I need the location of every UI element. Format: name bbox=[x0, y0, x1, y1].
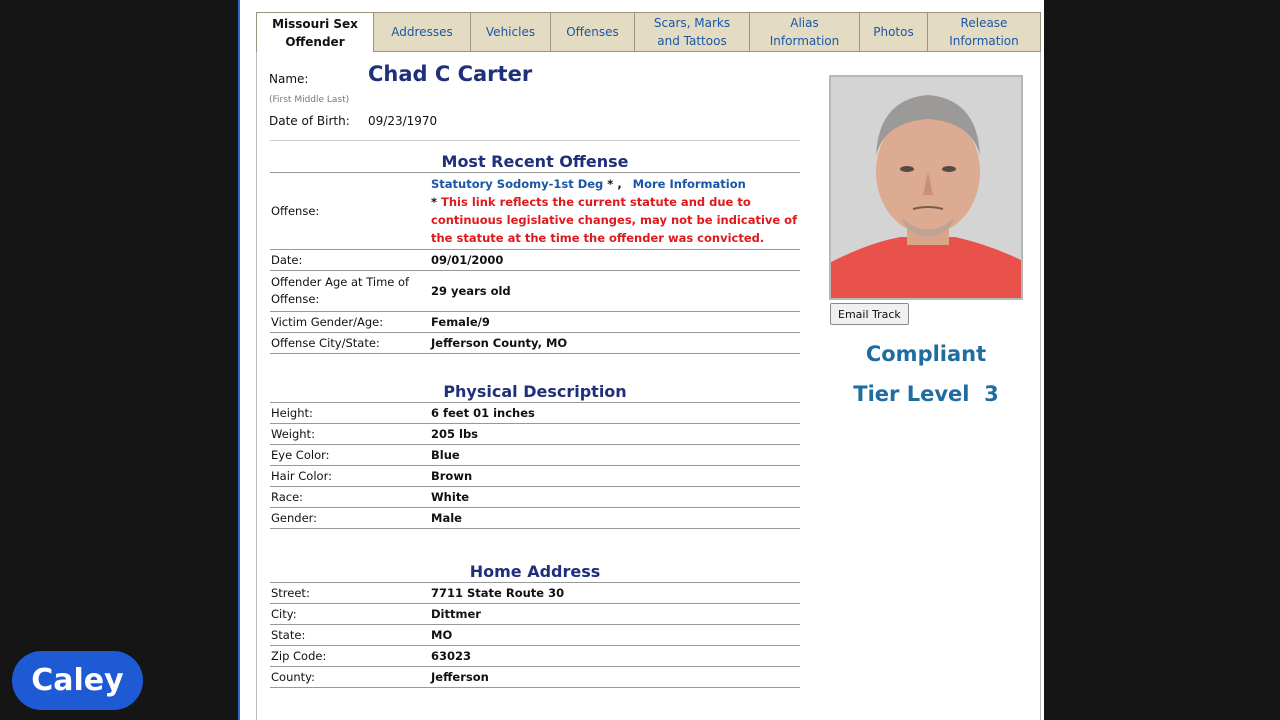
row-value: 63023 bbox=[430, 646, 800, 667]
table-row bbox=[270, 604, 800, 625]
table-row bbox=[270, 445, 800, 466]
tab-scars-marks-tattoos[interactable]: Scars, Marks and Tattoos bbox=[635, 12, 750, 52]
table-row bbox=[270, 583, 800, 604]
row-value: Jefferson bbox=[430, 667, 800, 688]
row-value: Jefferson County, MO bbox=[430, 333, 800, 354]
table-row bbox=[270, 508, 800, 529]
tab-vehicles[interactable]: Vehicles bbox=[471, 12, 551, 52]
row-value: 6 feet 01 inches bbox=[430, 403, 800, 424]
table-row bbox=[270, 403, 800, 424]
table-row bbox=[270, 424, 800, 445]
row-label: State: bbox=[270, 625, 430, 646]
tab-photos[interactable]: Photos bbox=[860, 12, 928, 52]
table-row bbox=[270, 487, 800, 508]
name-label: Name: bbox=[269, 72, 309, 86]
email-track-button[interactable]: Email Track bbox=[830, 303, 909, 325]
row-label: Victim Gender/Age: bbox=[270, 312, 430, 333]
caley-badge: Caley bbox=[12, 651, 143, 710]
table-row bbox=[270, 312, 800, 333]
tab-offenses[interactable]: Offenses bbox=[551, 12, 635, 52]
physical-table bbox=[270, 402, 800, 529]
row-label: Street: bbox=[270, 583, 430, 604]
compliance-status: Compliant bbox=[865, 342, 987, 366]
table-row bbox=[270, 466, 800, 487]
row-label: Race: bbox=[270, 487, 430, 508]
physical-section-title: Physical Description bbox=[443, 382, 627, 401]
table-row bbox=[270, 333, 800, 354]
offender-photo bbox=[829, 75, 1023, 300]
row-label: Hair Color: bbox=[270, 466, 430, 487]
offense-suffix: * , bbox=[603, 177, 622, 191]
row-value: Brown bbox=[430, 466, 800, 487]
offense-statute-link[interactable]: Statutory Sodomy-1st Deg bbox=[431, 177, 604, 191]
offender-page bbox=[238, 0, 1044, 720]
row-label: Offender Age at Time of Offense: bbox=[270, 271, 430, 312]
row-value: White bbox=[430, 487, 800, 508]
offender-name: Chad C Carter bbox=[368, 62, 533, 86]
row-label: County: bbox=[270, 667, 430, 688]
row-value: 7711 State Route 30 bbox=[430, 583, 800, 604]
row-label: City: bbox=[270, 604, 430, 625]
disclaimer-asterisk: * bbox=[431, 195, 438, 209]
dob-label: Date of Birth: bbox=[269, 114, 350, 128]
row-label: Offense City/State: bbox=[270, 333, 430, 354]
table-row bbox=[270, 625, 800, 646]
tab-release-information[interactable]: Release Information bbox=[928, 12, 1041, 52]
offense-section-title: Most Recent Offense bbox=[441, 152, 629, 171]
row-label: Weight: bbox=[270, 424, 430, 445]
header-divider bbox=[270, 140, 800, 141]
dob-value: 09/23/1970 bbox=[368, 114, 438, 128]
offense-table bbox=[270, 172, 800, 354]
row-value: 29 years old bbox=[430, 271, 800, 312]
row-label: Zip Code: bbox=[270, 646, 430, 667]
portrait-image bbox=[831, 77, 1023, 300]
name-hint: (First Middle Last) bbox=[269, 95, 350, 105]
table-row bbox=[270, 271, 800, 312]
row-value: MO bbox=[430, 625, 800, 646]
table-row bbox=[270, 667, 800, 688]
row-label: Gender: bbox=[270, 508, 430, 529]
table-row bbox=[270, 646, 800, 667]
table-row bbox=[270, 250, 800, 271]
row-value: 09/01/2000 bbox=[430, 250, 800, 271]
address-table bbox=[270, 582, 800, 688]
row-label: Eye Color: bbox=[270, 445, 430, 466]
row-label: Date: bbox=[270, 250, 430, 271]
row-value: Female/9 bbox=[430, 312, 800, 333]
tab-addresses[interactable]: Addresses bbox=[374, 12, 471, 52]
table-row bbox=[270, 173, 800, 250]
row-value: Blue bbox=[430, 445, 800, 466]
row-value: 205 lbs bbox=[430, 424, 800, 445]
row-label: Height: bbox=[270, 403, 430, 424]
statute-disclaimer: This link reflects the current statute and due to continuous legislative changes, may not be indicative of the statute at the time the offender was convicted. bbox=[431, 195, 798, 245]
offense-label: Offense: bbox=[270, 173, 430, 250]
address-section-title: Home Address bbox=[469, 562, 601, 581]
row-value: Dittmer bbox=[430, 604, 800, 625]
tab-bar bbox=[256, 12, 1041, 52]
more-information-link[interactable]: More Information bbox=[632, 177, 746, 191]
row-value: Male bbox=[430, 508, 800, 529]
tab-missouri-sex-offender[interactable]: Missouri Sex Offender bbox=[256, 12, 374, 52]
tier-level: Tier Level 3 bbox=[853, 382, 999, 406]
tab-alias-information[interactable]: Alias Information bbox=[750, 12, 860, 52]
